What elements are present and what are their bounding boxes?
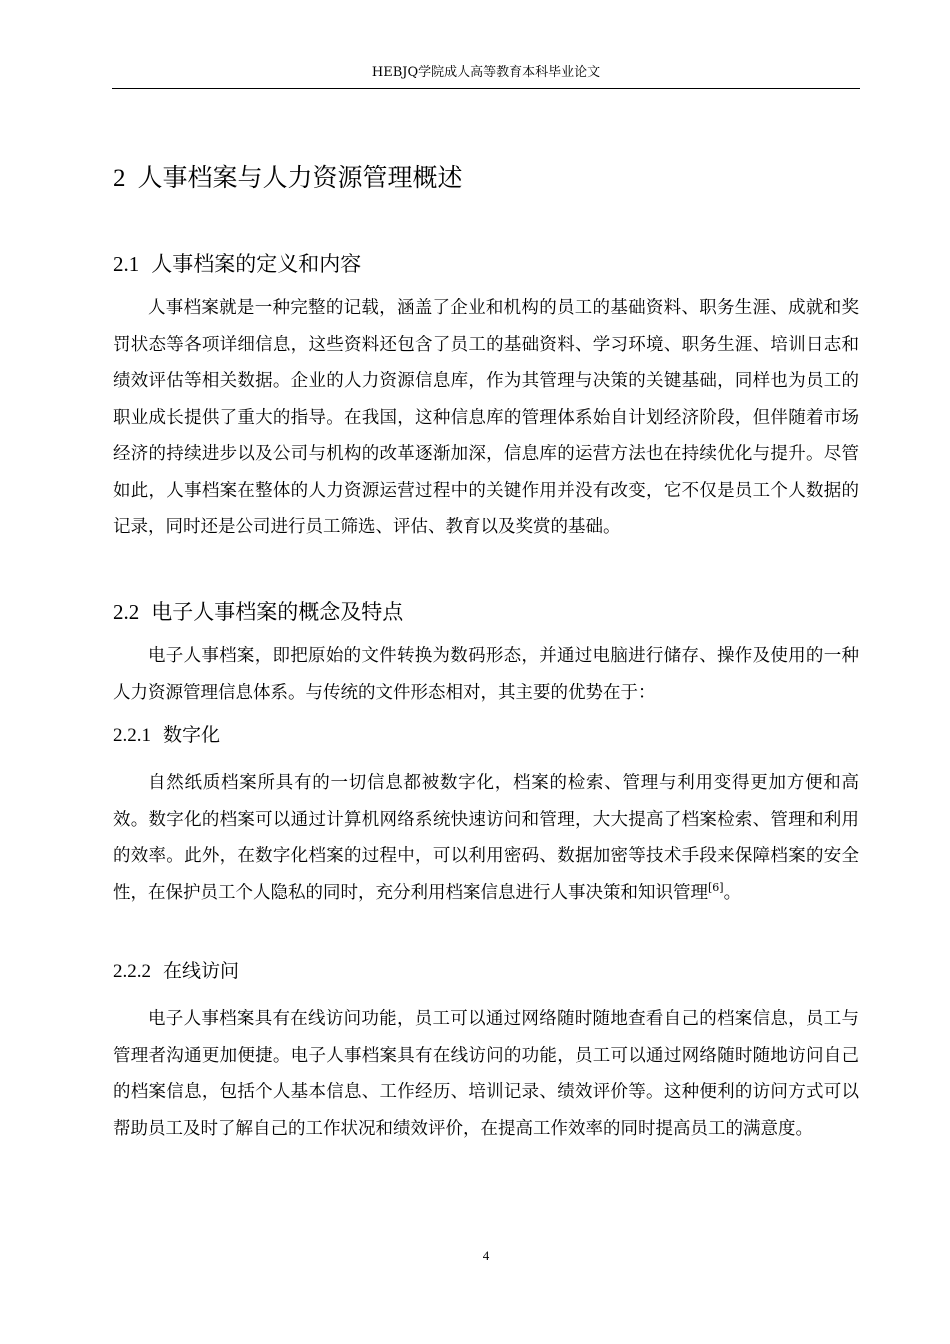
section-2-1-paragraph: 人事档案就是一种完整的记载，涵盖了企业和机构的员工的基础资料、职务生涯、成就和奖罚状态等各项详细信息，这些资料还包含了员工的基础资料、学习环境、职务生涯、培训日志和绩效评估等相关数据。企业的人力资源信息库，作为其管理与决策的关键基础，同样也为员工的职业成长提供了重大的指导。在我国，这种信息库的管理体系始自计划经济阶段，但伴随着市场经济的持续进步以及公司与机构的改革逐渐加深，信息库的运营方法也在持续优化与提升。尽管如此，人事档案在整体的人力资源运营过程中的关键作用并没有改变，它不仅是员工个人数据的记录，同时还是公司进行员工筛选、评估、教育以及奖赏的基础。 (113, 298, 859, 537)
section-2-2-2-number: 2.2.2 (113, 961, 151, 982)
running-header: HEBJQ学院成人高等教育本科毕业论文 (371, 65, 601, 80)
chapter-number: 2 (113, 165, 126, 192)
citation-6: [6] (708, 880, 724, 894)
section-2-2-2-title: 在线访问 (163, 960, 240, 982)
section-2-2-1-heading (113, 721, 220, 750)
section-2-2-title: 电子人事档案的概念及特点 (151, 600, 404, 624)
section-2-2-2-heading (113, 957, 239, 986)
section-2-2-paragraph: 电子人事档案，即把原始的文件转换为数码形态，并通过电脑进行储存、操作及使用的一种人力资源管理信息体系。与传统的文件形态相对，其主要的优势在于： (113, 646, 859, 703)
section-2-2-2-paragraph: 电子人事档案具有在线访问功能，员工可以通过网络随时随地查看自己的档案信息，员工与管理者沟通更加便捷。电子人事档案具有在线访问的功能，员工可以通过网络随时随地访问自己的档案信息，包括个人基本信息、工作经历、培训记录、绩效评价等。这种便利的访问方式可以帮助员工及时了解自己的工作状况和绩效评价，在提高工作效率的同时提高员工的满意度。 (113, 1009, 859, 1139)
chapter-title-text: 人事档案与人力资源管理概述 (137, 163, 463, 192)
section-2-2-1-title: 数字化 (163, 724, 221, 746)
header-rule (112, 88, 860, 89)
section-2-2-number: 2.2 (113, 600, 140, 624)
section-2-2-1-text-end: 。 (723, 882, 742, 903)
section-2-2-1-text: 自然纸质档案所具有的一切信息都被数字化，档案的检索、管理与利用变得更加方便和高效。数字化的档案可以通过计算机网络系统快速访问和管理，大大提高了档案检索、管理和利用的效率。此外，在数字化档案的过程中，可以利用密码、数据加密等技术手段来保障档案的安全性，在保护员工个人隐私的同时，充分利用档案信息进行人事决策和知识管理 (113, 773, 859, 903)
page-number: 4 (482, 1248, 490, 1263)
section-2-1-heading (113, 249, 361, 279)
section-2-2-1-number: 2.2.1 (113, 725, 151, 746)
section-2-1-title: 人事档案的定义和内容 (151, 252, 362, 276)
section-2-2-1-paragraph (113, 765, 859, 911)
chapter-title (113, 160, 463, 197)
section-2-1-number: 2.1 (113, 252, 140, 276)
section-2-2-heading (113, 597, 403, 627)
